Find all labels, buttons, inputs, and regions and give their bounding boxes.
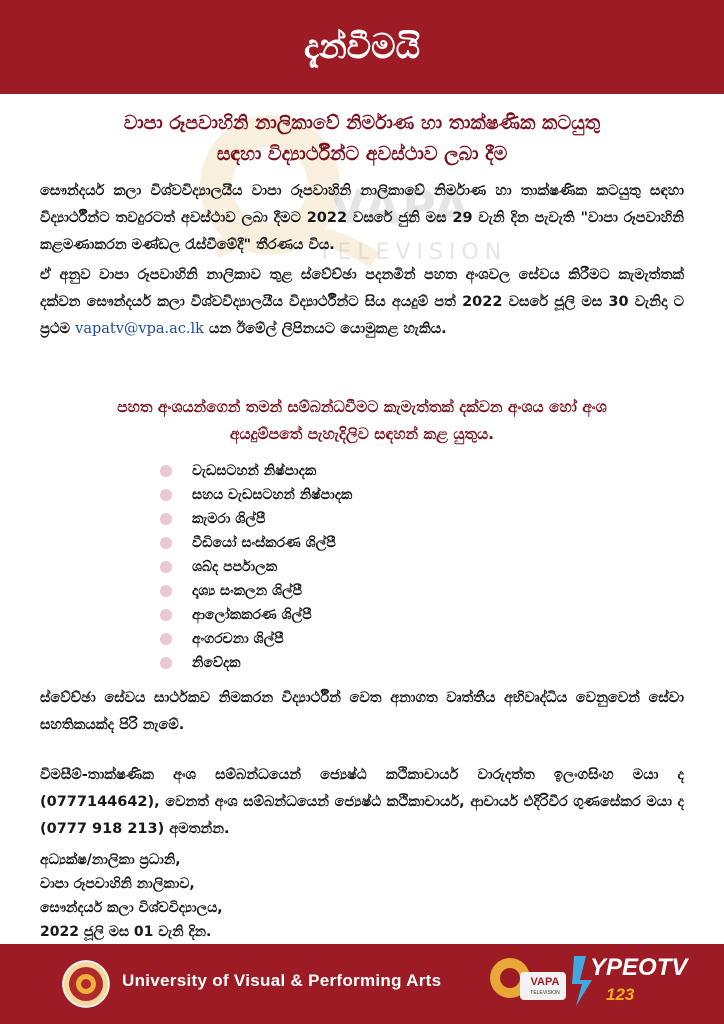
- paragraph-3: ස්වේච්ඡා සේවය සාර්ථකව නිමකරන විද්‍යාර්ථීන් වෙත අනාගත වෘත්තීය අභිවෘද්ධිය වෙනුවෙන් සේවා සහතිකයක්ද පිරි නැමේ.: [40, 690, 684, 733]
- list-item: [160, 531, 560, 555]
- signature-line-1: අධ්‍යක්ෂ/නාලිකා ප්‍රධානි,: [40, 852, 181, 868]
- email-link[interactable]: vapatv@vpa.ac.lk: [75, 321, 204, 337]
- signature-line-2: වාපා රූපවාහිනි නාලිකාව,: [40, 876, 195, 892]
- bullet-icon: [160, 609, 172, 621]
- watermark-text: VAPA: [330, 180, 472, 234]
- vapa-logo-subtext: TELEVISION: [530, 990, 560, 996]
- bullet-icon: [160, 633, 172, 645]
- bullet-icon: [160, 585, 172, 597]
- bullet-icon: [160, 465, 172, 477]
- signature-line-3: සෞන්දර්ය කලා විශ්වවිද්‍යාලය,: [40, 900, 223, 916]
- role-label: වැඩසටහන් නිෂ්පාදක: [192, 463, 317, 479]
- paragraph-2-text-before: ඒ අනුව වාපා රූපවාහිනි නාලිකාව තුළ ස්වේච්ඡා පදනමින් පහත අංශවල සේවය කිරීමට කැමැත්තක් දක්වන සෞන්දර්ය කලා විශ්වවිද්‍යාලයීය විද්‍යාර්ථීන්ට සිය අයදුම් පත් 2022 වසරේ ජූලි මස 30 වැනිදා ට ප්‍රථම: [40, 267, 684, 337]
- notice-heading-line-1: වාපා රූපවාහිනි නාලිකාවේ නිර්මාණ හා තාක්ෂණික කටයුතු: [123, 112, 601, 134]
- list-item: [160, 483, 560, 507]
- bullet-icon: [160, 489, 172, 501]
- paragraph-4: විමසීම්-තාක්ෂණික අංශ සම්බන්ධයෙන් ජ්‍යෙෂ්ඨ කථිකාචාර්ය වාරුදත්ත ඉලංගසිංහ මයා ද (0777144642), වෙනත් අංශ සම්බන්ධයෙන් ජ්‍යෙෂ්ඨ කථිකාචාර්ය, ආචාර්ය එදිරිවීර ගුණසේකර මයා ද (0777 918 213) අමතන්න.: [40, 767, 684, 837]
- watermark-subtext: TELEVISION: [318, 240, 508, 265]
- signature-block: [40, 848, 223, 944]
- vapa-logo-text: VAPA: [530, 976, 560, 988]
- list-item: [160, 555, 560, 579]
- list-item: [160, 507, 560, 531]
- list-item: [160, 627, 560, 651]
- role-label: නිවේදක: [192, 655, 241, 671]
- list-item: [160, 651, 560, 675]
- paragraph-2: [40, 262, 684, 343]
- role-label: කැමරා ශිල්පී: [192, 511, 266, 527]
- ypeo-logo-number: 123: [606, 985, 635, 1004]
- bullet-icon: [160, 513, 172, 525]
- role-label: අංගරචනා ශිල්පී: [192, 631, 284, 647]
- role-label: ආලෝකකරණ ශිල්පී: [192, 607, 312, 623]
- role-label: දෘශ්‍ය සංකලන ශිල්පී: [192, 583, 303, 599]
- university-name: University of Visual & Performing Arts: [122, 971, 442, 990]
- bullet-icon: [160, 561, 172, 573]
- page-title: දැන්වීමයි: [303, 27, 421, 67]
- header-banner: [0, 0, 724, 94]
- subheading-line-2: අයදුම්පතේ පැහැදිලිව සඳහන් කළ යුතුය.: [229, 425, 495, 443]
- role-label: සහය වැඩසටහන් නිෂ්පාදක: [192, 487, 353, 503]
- bullet-icon: [160, 537, 172, 549]
- paragraph-1: සෞන්දර්ය කලා විශ්වවිද්‍යාලයීය වාපා රූපවාහිනි නාලිකාවේ නිර්මාණ හා තාක්ෂණික කටයුතු සඳහා විද්‍යාර්ථීන්ට තවදුරටත් අවස්ථාව ලබා දීමට 2022 වසරේ ජුනි මස 29 වැනි දින පැවැති "වාපා රූපවාහිනි කළමණාකරන මණ්ඩල රැස්වීමේදී" තීරණය විය.: [40, 183, 684, 253]
- notice-heading-line-2: සඳහා විද්‍යාර්ථීන්ට අවස්ථාව ලබා දීම: [216, 143, 508, 165]
- list-item: [160, 459, 560, 483]
- roles-list: [160, 459, 560, 675]
- list-item: [160, 603, 560, 627]
- role-label: ශබ්ද පර්පාලක: [192, 559, 278, 575]
- list-item: [160, 579, 560, 603]
- paragraph-2-text-after: යන ඊමේල් ලිපිනයට යොමුකළ හැකිය.: [209, 321, 447, 337]
- bullet-icon: [160, 657, 172, 669]
- role-label: වීඩියෝ සංස්කරණ ශිල්පී: [192, 535, 336, 551]
- signature-line-4: 2022 ජූලි මස 01 වැනි දින.: [40, 924, 212, 940]
- subheading-line-1: පහත අංශයන්ගෙන් තමන් සම්බන්ධවීමට කැමැත්තක් දක්වන අංශය හෝ අංශ: [117, 398, 607, 416]
- ypeo-logo-text: YPEOTV: [590, 954, 688, 981]
- university-seal-icon: [62, 960, 110, 1008]
